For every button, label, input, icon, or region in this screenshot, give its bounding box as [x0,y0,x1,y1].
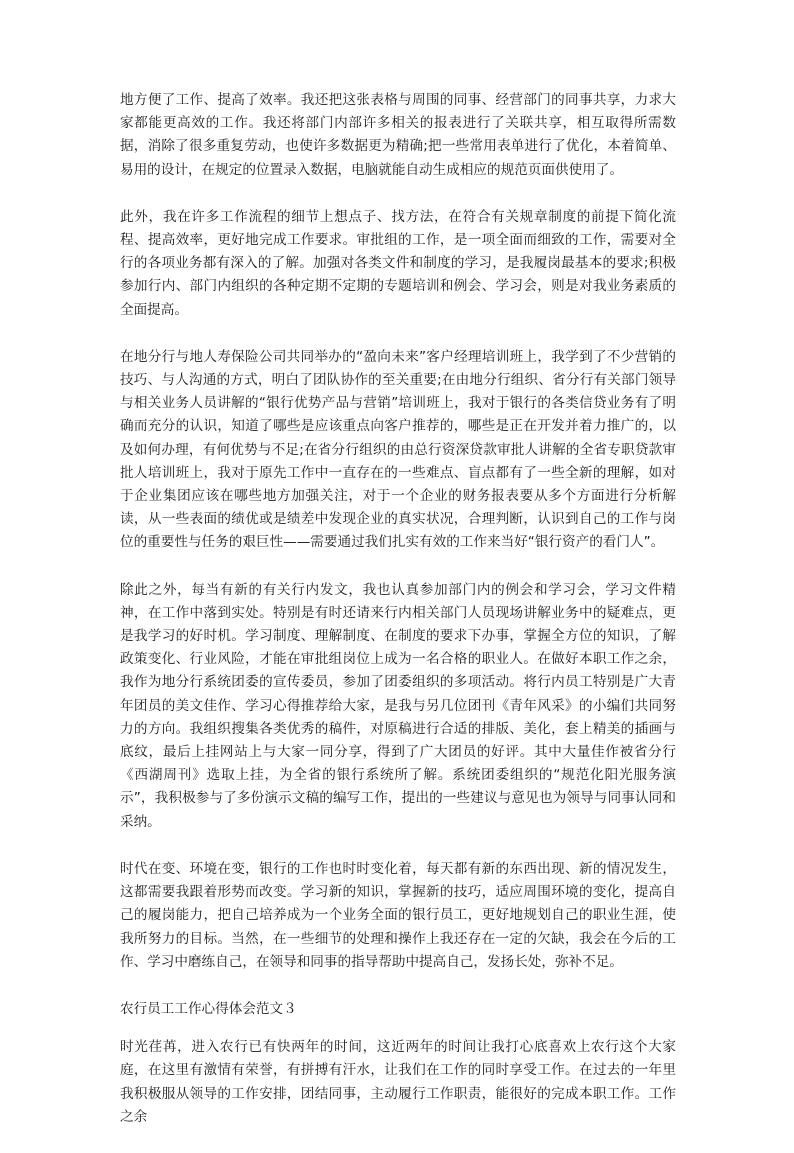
paragraph-3: 在地分行与地人寿保险公司共同举办的“盈向未来”客户经理培训班上，我学到了不少营销的技巧、与人沟通的方式，明白了团队协作的至关重要;在由地分行组织、省分行有关部门领导与相关业务人员讲解的“银行优势产品与营销”培训班上，我对于银行的各类信贷业务有了明确而充分的认识，知道了哪些是应该重点向客户推荐的，哪些是正在开发并着力推广的，以及如何办理，有何优势与不足;在省分行组织的由总行资深贷款审批人讲解的全省专职贷款审批人培训班上，我对于原先工作中一直存在的一些难点、盲点都有了一些全新的理解，如对于企业集团应该在哪些地方加强关注，对于一个企业的财务报表要从多个方面进行分析解读，从一些表面的绩优或是绩差中发现企业的真实状况，合理判断，认识到自己的工作与岗位的重要性与任务的艰巨性——需要通过我们扎实有效的工作来当好“银行资产的看门人”。 [120,348,676,551]
paragraph-5: 时代在变、环境在变，银行的工作也时时变化着，每天都有新的东西出现、新的情况发生，这都需要我跟着形势而改变。学习新的知识，掌握新的技巧，适应周围环境的变化，提高自己的履岗能力，把自己培养成为一个业务全面的银行员工，更好地规划自己的职业生涯，使我所努力的目标。当然，在一些细节的处理和操作上我还存在一定的欠缺，我会在今后的工作、学习中磨练自己，在领导和同事的指导帮助中提高自己，发扬长处，弥补不足。 [120,860,676,970]
section-heading: 农行员工工作心得体会范文３ [120,1000,297,1017]
paragraph-6: 时光荏苒，进入农行已有快两年的时间，这近两年的时间让我打心底喜欢上农行这个大家庭，在这里有激情有荣誉，有拼搏有汗水，让我们在工作的同时享受工作。在过去的一年里我积极服从领导的工作安排，团结同事，主动履行工作职责，能很好的完成本职工作。工作之余 [120,1039,676,1125]
paragraph-4: 除此之外，每当有新的有关行内发文，我也认真参加部门内的例会和学习会，学习文件精神，在工作中落到实处。特别是有时还请来行内相关部门人员现场讲解业务中的疑难点，更是我学习的好时机。学习制度、理解制度、在制度的要求下办事，掌握全方位的知识，了解政策变化、行业风险，才能在审批组岗位上成为一名合格的职业人。在做好本职工作之余，我作为地分行系统团委的宣传委员，参加了团委组织的多项活动。将行内员工特别是广大青年团员的美文佳作、学习心得推荐给大家，是我与另几位团刊《青年风采》的小编们共同努力的方向。我组织搜集各类优秀的稿件，对原稿进行合适的排版、美化，套上精美的插画与底纹，最后上挂网站上与大家一同分享，得到了广大团员的好评。其中大量佳作被省分行《西湖周刊》选取上挂，为全省的银行系统所了解。系统团委组织的“规范化阳光服务演示”，我积极参与了多份演示文稿的编写工作，提出的一些建议与意见也为领导与同事认同和采纳。 [120,581,676,830]
document-body [120,89,676,1153]
paragraph-1: 地方便了工作、提高了效率。我还把这张表格与周围的同事、经营部门的同事共享，力求大家都能更高效的工作。我还将部门内部许多相关的报表进行了关联共享，相互取得所需数据，消除了很多重复劳动，也使许多数据更为精确;把一些常用表单进行了优化，本着简单、易用的设计，在规定的位置录入数据，电脑就能自动生成相应的规范页面供使用了。 [120,92,676,178]
paragraph-2: 此外，我在许多工作流程的细节上想点子、找方法，在符合有关规章制度的前提下简化流程、提高效率，更好地完成工作要求。审批组的工作，是一项全面而细致的工作，需要对全行的各项业务都有深入的了解。加强对各类文件和制度的学习，是我履岗最基本的要求;积极参加行内、部门内组织的各种定期不定期的专题培训和例会、学习会，则是对我业务素质的全面提高。 [120,208,676,318]
